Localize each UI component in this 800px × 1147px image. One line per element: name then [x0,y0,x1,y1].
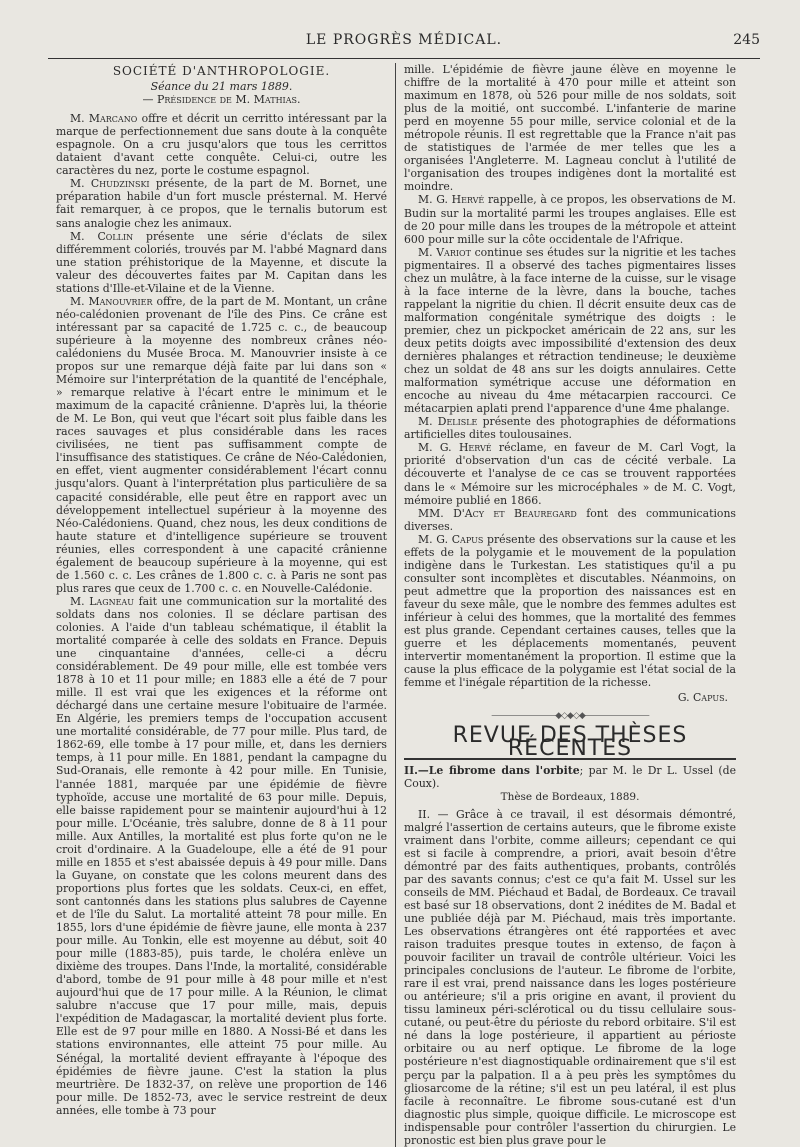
speaker-name: M. Lagneau [70,594,134,608]
paragraph-text: présente une série d'éclats de silex différemment coloriés, trouvés par M. l'abbé Magnard dans une station préhistorique de la Mayenne, et discute la valeur des découvertes faites par M. Capitan dans les stations d'Ille-et-Vilaine et de la Vienne. [56,229,387,295]
paragraph-text: présente, de la part de M. Bornet, une préparation habile d'un fort muscle présternal. M. Hervé fait remarquer, à ce propos, que le ternalis butorum est sans analogie chez les animaux. [56,177,388,230]
journal-title: LE PROGRÈS MÉDICAL. [305,32,503,48]
thesis-source: Thèse de Bordeaux, 1889. [500,790,640,803]
paragraph [404,246,736,416]
presidency: — Présidence de M. Mathias. [142,93,301,107]
paragraph [56,595,387,1117]
paragraph-text: présente des observations sur la cause et les effets de la polygamie et le mouvement de la population indigène dans le Turkestan. Les statistiques qu'il a pu consulter sont incomplètes et discutables. Néanmoins, on peut admettre que la proportion des naissances est en faveur du sexe mâle, que le nombre des femmes adultes est inférieur à celui des hommes, que la mortalité des femmes est plus grande. Cependant certaines causes, telles que la guerre et les déplacements momentanés, peuvent intervertir momentanément la proportion. Il estime que la cause la plus efficace de la polygamie est l'état social de la femme et l'inégale répartition de la richesse. [404,532,736,690]
paragraph [404,63,736,193]
speaker-name: M. Chudzinski [70,177,150,191]
speaker-name: M. Delisle [418,415,478,429]
speaker-name: M. Variot [418,245,471,259]
speaker-name: M. G. Hervé [418,193,485,207]
paragraph [56,112,387,177]
thesis-title: II.—Le fibrome dans l'orbite [404,764,580,778]
paragraph [404,193,736,245]
speaker-name: M. G. Hervé [418,441,492,455]
paragraph-text: continue ses études sur la nigritie et les taches pigmentaires. Il a observé des taches pigmentaires lisses chez un mulâtre, à la face interne de la cuisse, sur le visage à la face interne de la lèvre, dans la bouche, taches rappelant la nigritie du chien. Il décrit ensuite deux cas de malformation congénitale symétrique des doigts : le premier, chez un pickpocket américain de 22 ans, sur les deux petits doigts avec impossibilité d'extension des deux dernières phalanges et rétraction tendineuse; le deuxième chez un soldat de 48 ans sur les doigts annulaires. Cette malformation symétrique accuse une déformation en encoche au niveau du 4me métacarpien raccourci. Ce métacarpien aplati prend l'apparence d'une 4me phalange. [404,245,736,416]
paragraph [56,295,387,595]
thesis-author: ; par M. le Dr L. Ussel (de Coux). [404,764,736,791]
paragraph-text: rappelle, à ce propos, les observations de M. Budin sur la mortalité parmi les troupes anglaises. Elle est de 20 pour mille dans les troupes de la métropole et atteint 600 pour mille sur la côte occidentale de l'Afrique. [404,193,736,246]
right-column [396,63,744,1147]
thesis-paragraph: II. — Grâce à ce travail, il est désormais démontré, malgré l'assertion de certains auteurs, que le fibrome existe vraiment dans l'orbite, comme ailleurs; cependant ce qui est si facile à comprendre, a priori, avait besoin d'être démontré par des faits authentiques, probants, contrôlés par des savants connus; c'est ce qu'a fait M. Ussel sur les conseils de MM. Piéchaud et Badal, de Bordeaux. Ce travail est basé sur 18 observations, dont 2 inédites de M. Badal et une publiée déjà par M. Piéchaud, mais très importante. Les observations étrangères ont été rapportées et avec raison traduites presque toutes in extenso, de façon à pouvoir faciliter un travail de contrôle ultérieur. Voici les principales conclusions de l'auteur. Le fibrome de l'orbite, rare il est vrai, prend naissance dans les loges postérieure ou antérieure; s'il a pris origine en avant, il provient du tissu lamineux péri-sclérotical ou du tissu cellulaire sous-cutané, ou peut-être du périoste du rebord orbitaire. S'il est né dans la loge postérieure, il appartient au périoste orbitaire ou au nerf optique. Le fibrome de la loge postérieure n'est diagnostiquable ordinairement que s'il est perçu par la palpation. Il a à peu près les symptômes du gliosarcome de la rétine; s'il est un peu latéral, il est plus facile à reconnaître. Le fibrome sous-cutané est d'un diagnostic plus simple, quoique difficile. Le microscope est indispensable pour contrôler l'assertion du chirurgien. Le pronostic est bien plus grave pour le [404,807,736,1147]
signature: G. Capus. [677,691,728,705]
ornament-divider: ————————◆◇◆◇◆———————— [491,711,649,722]
left-column [48,63,396,1147]
paragraph [56,230,387,295]
paragraph-text: fait une communication sur la mortalité des soldats dans nos colonies. Il se déclare partisan des colonies. A l'aide d'un tableau schématique, il établit la mortalité comparée à celle des soldats en France. Depuis une cinquantaine d'années, celle-ci a décru considérablement. De 49 pour mille, elle est tombée vers 1878 à 10 et 11 pour mille; en 1883 elle a été de 7 pour mille. Il est vrai que les exigences et la réforme ont déchargé dans une certaine mesure l'obituaire de l'armée. En Algérie, les premiers temps de l'occupation accusent une mortalité considérable, de 77 pour mille. Plus tard, de 1862-69, elle tombe à 17 pour mille, et, dans les derniers temps, à 11 pour mille. En 1881, pendant la campagne du Sud-Oranais, elle remonte à 42 pour mille. En Tunisie, l'année 1881, marquée par une épidémie de fièvre typhoïde, accuse une mortalité de 63 pour mille. Depuis, elle baisse rapidement pour se maintenir aujourd'hui à 12 pour mille. L'Océanie, très salubre, donne de 8 à 11 pour mille. Aux Antilles, la mortalité est plus forte qu'on ne le croit d'ordinaire. A la Guadeloupe, elle a été de 91 pour mille en 1855 et s'est abaissée depuis à 49 pour mille. Dans la Guyane, on constate que les colons meurent dans des proportions plus fortes que les soldats. Ceux-ci, en effet, sont cantonnés dans les stations plus salubres de Cayenne et de l'île du Salut. La mortalité atteint 78 pour mille. En 1855, lors d'une épidémie de fièvre jaune, elle monta à 237 pour mille. Au Tonkin, elle est moyenne au début, soit 40 pour mille (1883-85), puis tarde, le choléra enlève un dixième des troupes. Dans l'Inde, la mortalité, considérable d'abord, tombe de 91 pour mille à 48 pour mille et n'est aujourd'hui que de 17 pour mille. A la Réunion, le climat salubre n'accuse que 17 pour mille, mais, depuis l'expédition de Madagascar, la mortalité devient plus forte. Elle est de 97 pour mille en 1880. A Nossi-Bé et dans les stations environnantes, elle atteint 75 pour mille. Au Sénégal, la mortalité devient effrayante à l'époque des épidémies de fièvre jaune. C'est la station la plus meurtrière. De 1832-37, on relève une proportion de 146 pour mille. De 1852-73, avec le service restreint de deux années, elle tombe à 73 pour [56,594,387,1117]
speaker-name: M. Collin [70,229,134,243]
running-head [48,32,760,54]
paragraph [404,415,736,441]
paragraph-text: réclame, en faveur de M. Carl Vogt, la priorité d'observation d'un cas de cécité verbale. La découverte et l'analyse de ce cas se trouvent rapportées dans le « Mémoire sur les microcéphales » de M. C. Vogt, mémoire publié en 1866. [404,441,736,507]
speaker-name: MM. D'Acy et Beauregard [418,506,577,520]
paragraph [404,507,736,533]
page-number: 245 [733,32,760,48]
paragraph-text: offre et décrit un cerritto intéressant par la marque de perfectionnement due sans doute à la conquête espagnole. On a cru jusqu'alors que tous les cerrittos dataient d'avant cette conquête. Celui-ci, outre les caractères du nez, porte le costume espagnol. [56,112,388,178]
paragraph [404,441,736,506]
paragraph [404,533,736,690]
session-date: Séance du 21 mars 1889. [150,80,293,94]
columns [48,63,760,1147]
paragraph-text: offre, de la part de M. Montant, un crâne néo-calédonien provenant de l'île des Pins. Ce crâne est intéressant par sa capacité de 1.725 c. c., de beaucoup supérieure à la moyenne des nombreux crânes néo-calédoniens du Musée Broca. M. Manouvrier insiste à ce propos sur une remarque déjà faite par lui dans son « Mémoire sur l'interprétation de la quantité de l'encéphale, » remarque relative à l'écart entre le minimum et le maximum de la capacité crânienne. D'après lui, la théorie de M. Le Bon, qui veut que l'écart soit plus faible dans les races sauvages et plus considérable dans les races civilisées, ne tient pas suffisamment compte de l'insuffisance des statistiques. Ce crâne de Néo-Calédonien, en effet, vient augmenter considérablement l'écart connu jusqu'alors. Quant à l'interprétation plus particulière de sa capacité considérable, elle peut être en rapport avec un développement intellectuel supérieur à la moyenne des Néo-Calédoniens. Quand, chez nous, les deux conditions de haute stature et d'intelligence supérieure se trouvent réunies, elles correspondent à une capacité crânienne également de beaucoup supérieure à la moyenne, qui est de 1.560 c. c. Les crânes de 1.800 c. c. à Paris ne sont pas plus rares que ceux de 1.700 c. c. en Nouvelle-Calédonie. [56,294,387,595]
speaker-name: M. G. Capus [418,532,484,546]
paragraph-text: mille. L'épidémie de fièvre jaune élève en moyenne le chiffre de la mortalité à 470 pour mille et atteint son maximum en 1878, où 526 pour mille de nos soldats, soit plus de la moitié, ont succombé. L'infanterie de marine perd en moyenne 55 pour mille, service colonial et de la métropole réunis. Il est regrettable que la France n'ait pas de statistiques de l'armée de mer telles que les a organisées l'Angleterre. M. Lagneau conclut à l'utilité de l'organisation des troupes indigènes dont la mortalité est moindre. [404,63,736,194]
speaker-name: M. Manouvrier [70,294,153,308]
paragraph-text: présente des photographies de déformations artificielles dites toulousaines. [404,415,736,442]
header-rule [48,58,760,59]
speaker-name: M. Marcano [70,112,138,126]
section-title: SOCIÉTÉ D'ANTHROPOLOGIE. [112,64,331,78]
thesis-heading [404,764,736,790]
paragraph [56,177,387,229]
review-title: REVUE DES THÈSES RÉCENTES [404,729,736,760]
paragraph-text: font des communications diverses. [404,506,736,533]
